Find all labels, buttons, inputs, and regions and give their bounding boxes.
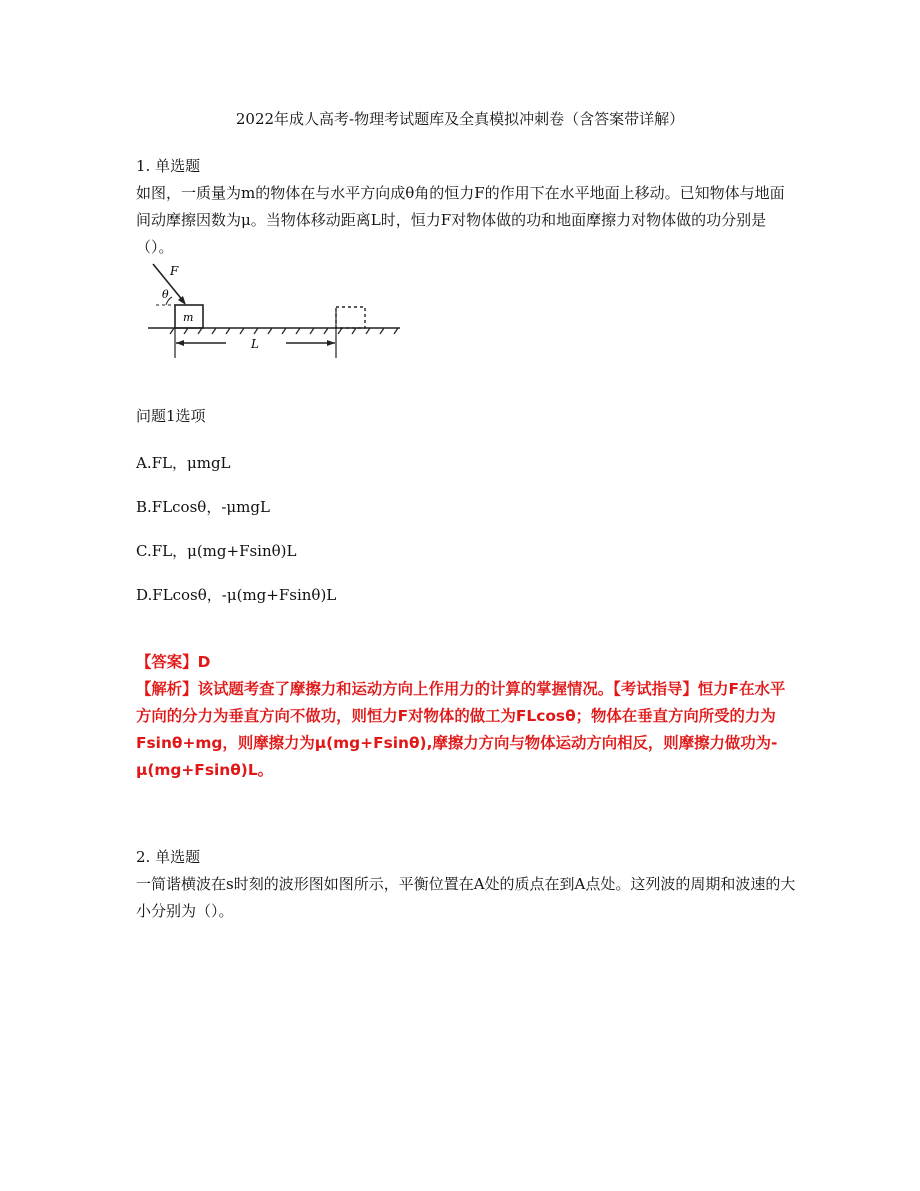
angle-label: θ xyxy=(162,288,169,301)
question-2 xyxy=(136,844,796,925)
option-d[interactable]: D.FLcosθ，-μ(mg+Fsinθ)L xyxy=(136,586,337,604)
force-diagram xyxy=(148,258,408,363)
dimension-arrowhead-left xyxy=(176,340,184,346)
answer-tag: 【答案】 xyxy=(136,653,198,671)
explanation-tag: 【解析】 xyxy=(136,680,198,698)
option-a[interactable]: A.FL，μmgL xyxy=(136,454,231,472)
question-2-heading: 2. 单选题 xyxy=(136,848,201,866)
page-title: 2022年成人高考-物理考试题库及全真模拟冲刺卷（含答案带详解） xyxy=(235,110,685,128)
ground-hatching xyxy=(170,328,398,334)
dimension-arrowhead-right xyxy=(327,340,335,346)
question-2-text: 一简谐横波在s时刻的波形图如图所示，平衡位置在A处的质点在到A点处。这列波的周期和波速的大小分别为（）。 xyxy=(136,875,796,920)
mass-label: m xyxy=(183,311,194,324)
answer-value: D xyxy=(197,653,211,671)
option-c[interactable]: C.FL，μ(mg+Fsinθ)L xyxy=(136,542,297,560)
question-1-text: 如图，一质量为m的物体在与水平方向成θ角的恒力F的作用下在水平地面上移动。已知物体与地面间动摩擦因数为μ。当物体移动距离L时，恒力F对物体做的功和地面摩擦力对物体做的功分别是（）。 xyxy=(136,184,785,256)
option-b[interactable]: B.FLcosθ，-μmgL xyxy=(136,498,270,516)
block-final-position xyxy=(336,307,365,328)
question-1 xyxy=(136,153,796,261)
explanation xyxy=(136,676,788,784)
force-label: F xyxy=(170,264,179,278)
distance-label: L xyxy=(251,337,259,351)
question-1-heading: 1. 单选题 xyxy=(136,157,201,175)
answer-line xyxy=(136,649,788,676)
explanation-text: 该试题考查了摩擦力和运动方向上作用力的计算的掌握情况。【考试指导】恒力F在水平方向的分力为垂直方向不做功，则恒力F对物体的做工为FLcosθ；物体在垂直方向所受的力为Fsinθ+mg，则摩擦力为μ(mg+Fsinθ),摩擦力方向与物体运动方向相反，则摩擦力做功为-μ(mg+Fsinθ)L。 xyxy=(136,680,786,779)
options-label: 问题1选项 xyxy=(136,407,206,425)
